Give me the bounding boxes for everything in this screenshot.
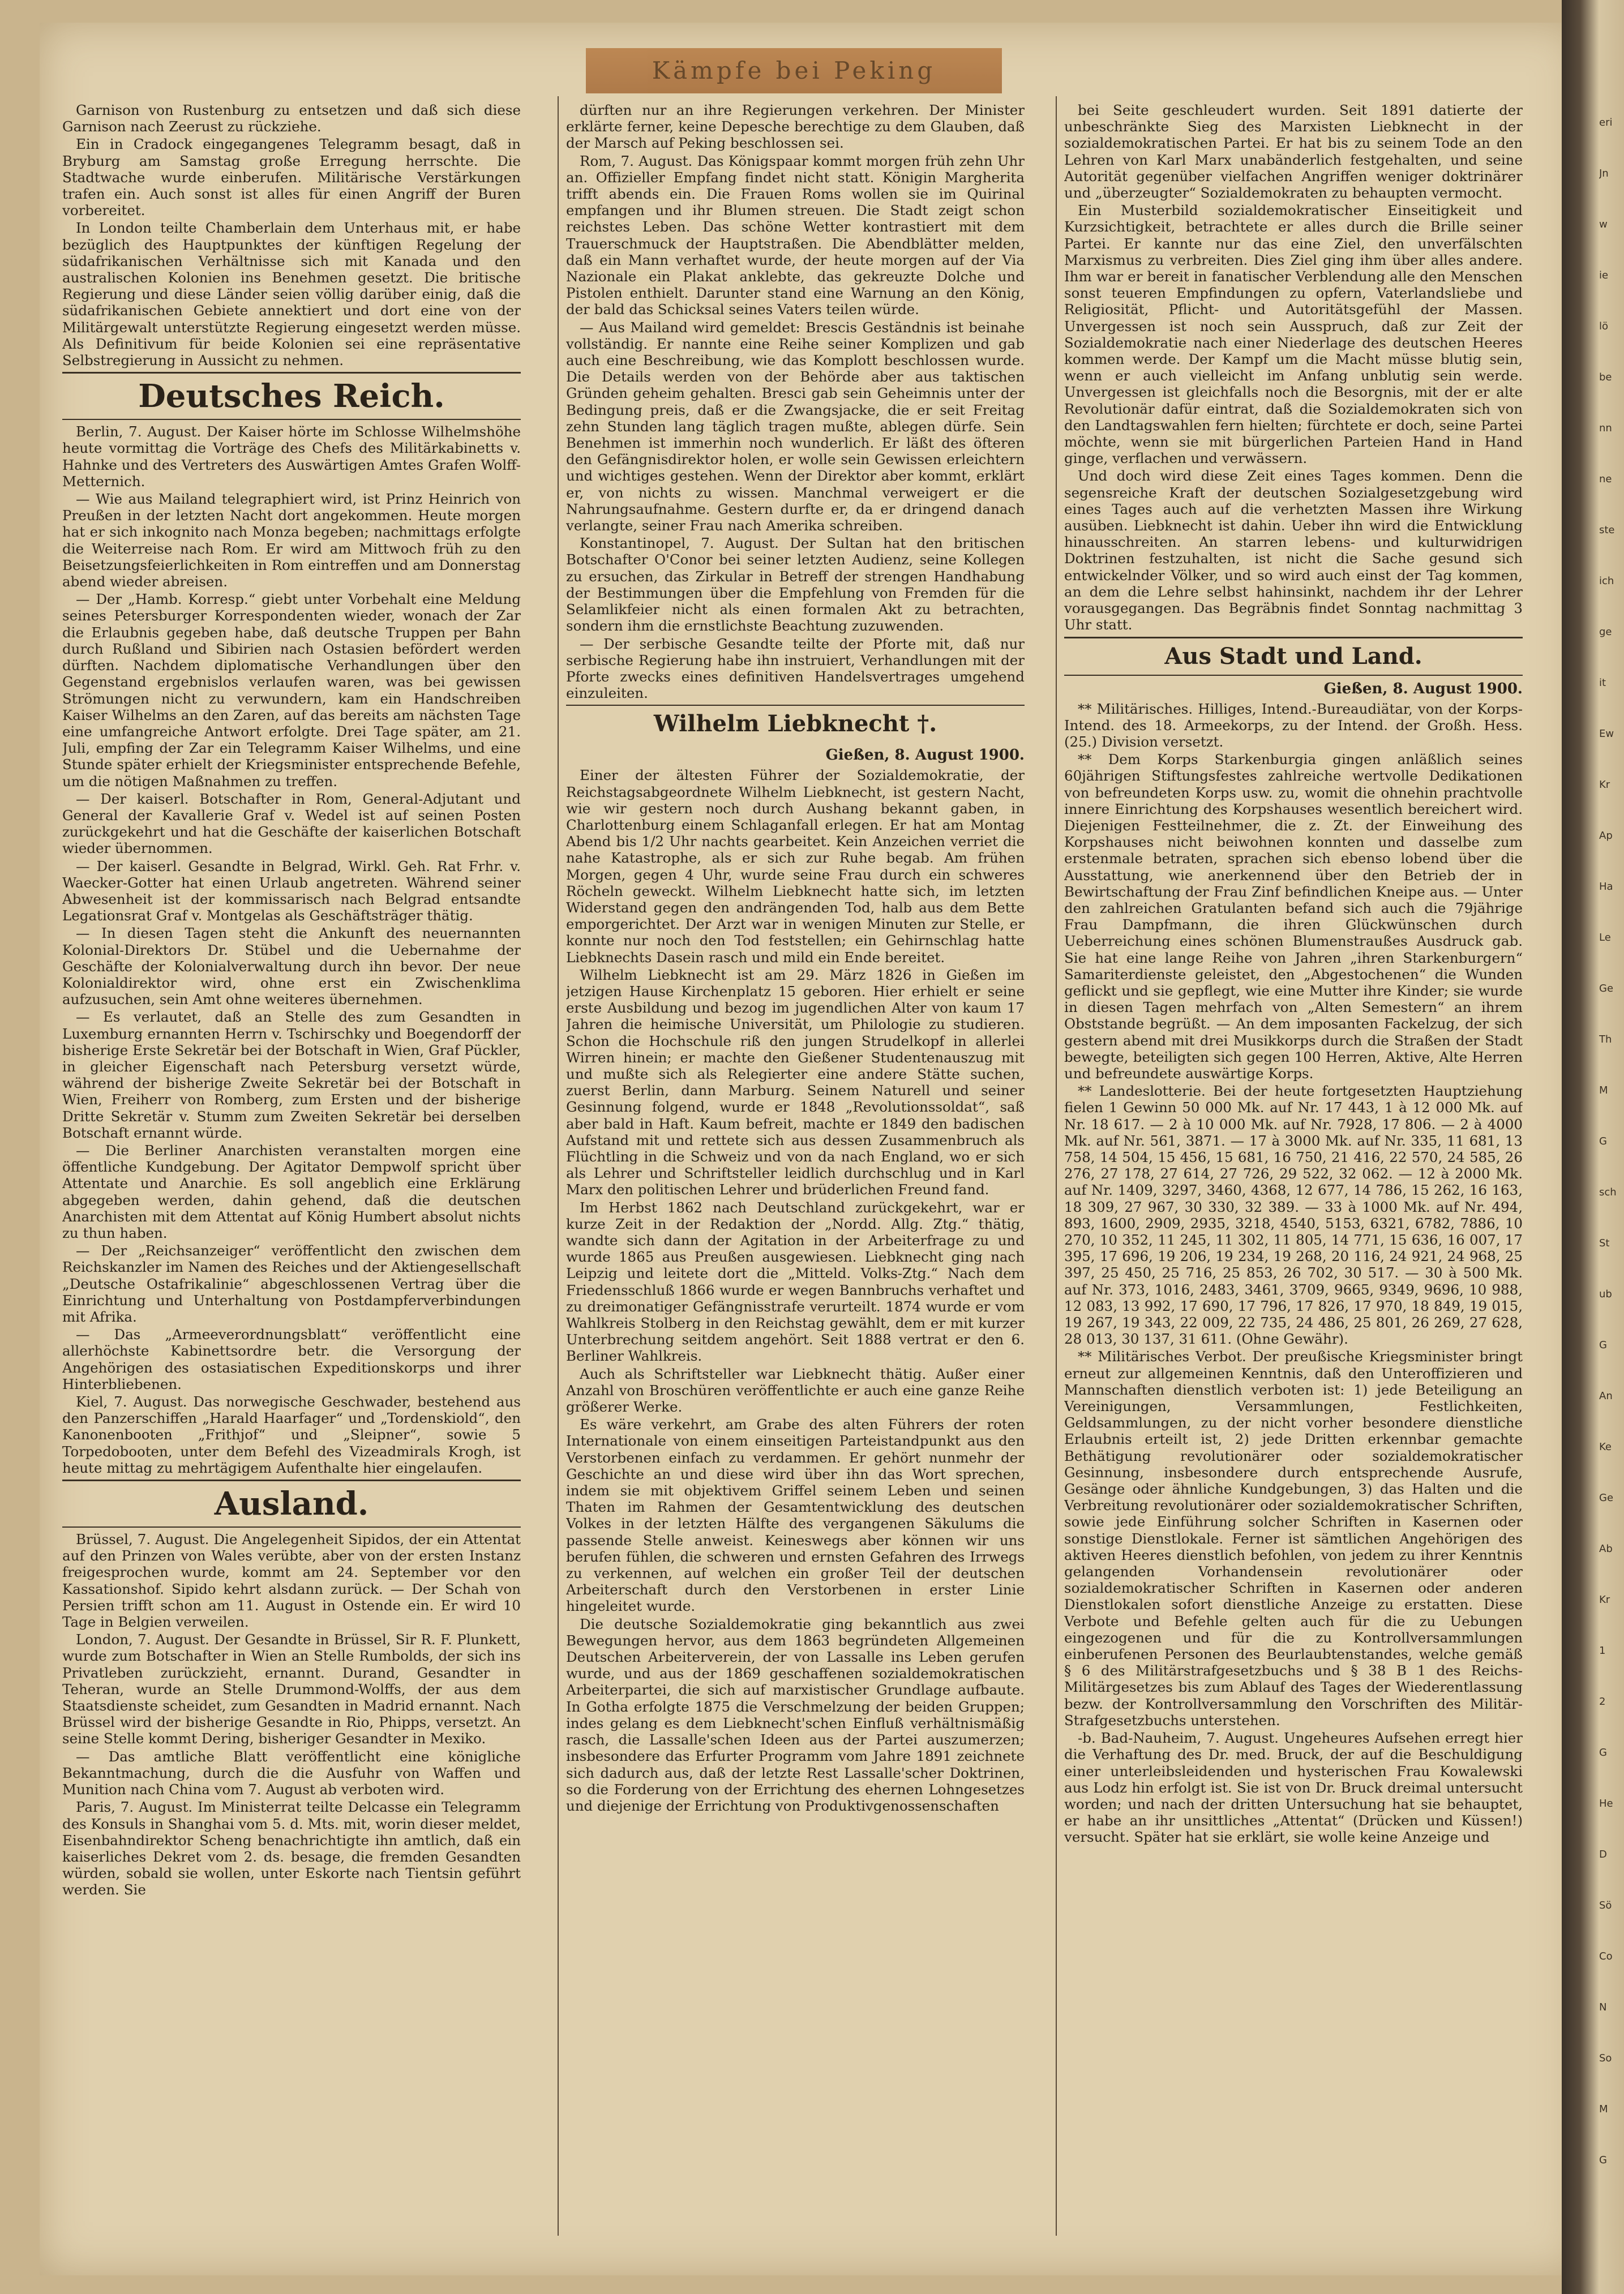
article-paragraph: — Die Berliner Anarchisten veranstalten morgen eine öffentliche Kundgebung. Der Agitator Dempwolf spricht über Attentate und Anarchie. Es soll angeblich eine Erklärung abgegeben werden, dahin gehend, daß die deutschen Anarchisten mit dem Attentat auf König Humbert absolut nichts zu thun haben. [62, 1142, 521, 1241]
column-3 [1064, 102, 1523, 2253]
edge-text-fragment: Ge [1599, 983, 1614, 994]
edge-text-fragment: Le [1599, 932, 1611, 944]
article-paragraph: Rom, 7. August. Das Königspaar kommt morgen früh zehn Uhr an. Offizieller Empfang findet nicht statt. Königin Margherita trifft abends ein. Die Frauen Roms wollen sie im Quirinal empfangen und ihr Blumen streuen. Die Stadt zeigt schon reichstes Leben. Das schöne Wetter kontrastiert mit dem Trauerschmuck der Hauptstraßen. Die Abendblätter melden, daß ein Mann verhaftet wurde, der heute morgen auf der Via Nazionale ein Plakat anklebte, das gekreuzte Dolche und Pistolen enthielt. Darunter stand eine Warnung an den König, der bald das Schicksal seines Vaters teilen würde. [566, 152, 1025, 318]
article-paragraph: Und doch wird diese Zeit eines Tages kommen. Denn die segensreiche Kraft der deutschen Sozialgesetzgebung wird eines Tages auch auf die verhetzten Massen ihre Wirkung ausüben. Liebknecht ist dahin. Ueber ihn wird die Entwicklung hinausschreiten. An starren lebens- und kulturwidrigen Doktrinen festzuhalten, ist nicht die Sache gesund sich entwickelnder Völker, und so wird auch einst der Tag kommen, an dem die Lehre selbst hahinsinkt, nachdem ihr der Lehrer vorausgegangen. Das Begräbnis findet Sonntag nachmittag 3 Uhr statt. [1064, 468, 1523, 633]
article-paragraph: -b. Bad-Nauheim, 7. August. Ungeheures Aufsehen erregt hier die Verhaftung des Dr. med. Bruck, der auf die Beschuldigung einer unterleibsleidenden und hysterischen Frau Kowalewski aus Lodz hin erfolgt ist. Sie ist von Dr. Bruck dreimal untersucht worden; und nach der dritten Untersuchung hat sie behauptet, er habe an ihr unsittliches „Attentat“ (Drücken und Küssen!) versucht. Später hat sie erklärt, sie wolle keine Anzeige und [1064, 1730, 1523, 1846]
edge-text-fragment: So [1599, 2052, 1612, 2064]
article-paragraph: — Der kaiserl. Gesandte in Belgrad, Wirkl. Geh. Rat Frhr. v. Waecker-Gotter hat einen Urlaub angetreten. Während seiner Abwesenheit ist der kommissarisch nach Belgrad entsandte Legationsrat Graf v. Montgelas als Geschäftsträger thätig. [62, 857, 521, 924]
edge-text-fragment: lö [1599, 320, 1609, 332]
edge-text-fragment: Th [1599, 1034, 1612, 1045]
edge-text-fragment: it [1599, 677, 1606, 689]
edge-text-fragment: G [1599, 1135, 1607, 1147]
edge-text-fragment: Ab [1599, 1543, 1613, 1555]
edge-text-fragment: sch [1599, 1186, 1617, 1198]
article-paragraph: London, 7. August. Der Gesandte in Brüssel, Sir R. F. Plunkett, wurde zum Botschafter in Wien an Stelle Rumbolds, der sich ins Privatleben zurückzieht, ernannt. Durand, Gesandter in Teheran, wurde an Stelle Drummond-Wolffs, der aus dem Staatsdienste scheidet, zum Gesandten in Madrid ernannt. Nach Brüssel wird der bisherige Gesandte in Rio, Phipps, versetzt. An seine Stelle kommt Dering, bisheriger Gesandter in Mexiko. [62, 1631, 521, 1747]
article-paragraph: — Es verlautet, daß an Stelle des zum Gesandten in Luxemburg ernannten Herrn v. Tschirschky und Boegendorff der bisherige Erste Sekretär bei der Botschaft in Wien, Graf Pückler, in gleicher Eigenschaft nach Petersburg versetzt würde, während der bisherige Zweite Sekretär bei der Botschaft in Wien, Freiherr von Romberg, zum Ersten und der bisherige Dritte Sekretär v. Stumm zum Zweiten Sekretär bei derselben Botschaft ernannt würde. [62, 1009, 521, 1141]
article-paragraph: ** Militärisches. Hilliges, Intend.-Bureaudiätar, von der Korps-Intend. des 18. Armeekorps, zu der Intend. der Großh. Hess. (25.) Division versetzt. [1064, 700, 1523, 750]
article-paragraph: In London teilte Chamberlain dem Unterhaus mit, er habe bezüglich des Hauptpunktes der künftigen Regelung der südafrikanischen Verhältnisse sich mit Kanada und den australischen Kolonien ins Benehmen gesetzt. Die britische Regierung und diese Länder seien völlig darüber einig, daß die südafrikanischen Gebiete annektiert und dort eine von der Militärgewalt unterstützte Regierung eingesetzt werden müsse. Als Definitivum für beide Kolonien sei eine repräsentative Selbstregierung in Aussicht zu nehmen. [62, 220, 521, 369]
article-paragraph: dürften nur an ihre Regierungen verkehren. Der Minister erklärte ferner, keine Depesche berechtige zu dem Glauben, daß der Marsch auf Peking beschlossen sei. [566, 102, 1025, 152]
article-paragraph: Es wäre verkehrt, am Grabe des alten Führers der roten Internationale von einem einseitigen Parteistandpunkt aus den Verstorbenen einfach zu verdammen. Er gehört nunmehr der Geschichte an und diese wird über ihn das Wort sprechen, indem sie mit objektivem Griffel seinem Leben und seinen Thaten im Rahmen der Gesamtentwicklung des deutschen Volkes in der letzten Hälfte des vergangenen Säkulums die passende Stelle anweist. Keineswegs aber können wir uns berufen fühlen, die schweren und ernsten Gefahren des Irrwegs zu verkennen, auf welchen ein großer Teil der deutschen Arbeiterschaft durch den Verstorbenen in erster Linie hingeleitet wurde. [566, 1416, 1025, 1615]
article-paragraph: Kiel, 7. August. Das norwegische Geschwader, bestehend aus den Panzerschiffen „Harald Haarfager“ und „Tordenskiold“, den Kanonenbooten „Frithjof“ und „Sleipner“, sowie 5 Torpedobooten, unter dem Befehl des Vizeadmirals Krogh, ist heute mittag zu mehrtägigem Aufenthalte hier eingelaufen. [62, 1393, 521, 1476]
edge-text-fragment: ich [1599, 575, 1614, 587]
edge-text-fragment: G [1599, 2154, 1607, 2166]
section-heading-deutsches-reich: Deutsches Reich. [62, 372, 521, 420]
pasted-clipping-header: Kämpfe bei Peking [586, 48, 1002, 93]
article-paragraph: Die deutsche Sozialdemokratie ging bekanntlich aus zwei Bewegungen hervor, aus dem 1863 begründeten Allgemeinen Deutschen Arbeiterverein, der von Lassalle ins Leben gerufen wurde, und aus der 1869 geschaffenen sozialdemokratischen Arbeiterpartei, die sich auf marxistischer Grundlage aufbaute. In Gotha erfolgte 1875 die Verschmelzung der beiden Gruppen; indes gelang es dem Liebknecht'schen Einfluß verhältnismäßig rasch, die Lassalle'schen Ideen aus der Partei auszumerzen; insbesondere das Erfurter Programm vom Jahre 1891 zeichnete sich dadurch aus, daß der letzte Rest Lassalle'scher Doktrinen, so die Forderung von der Errichtung des ehernen Lohngesetzes und diejenige der Errichtung von Produktivgenossenschaften [566, 1615, 1025, 1814]
edge-text-fragment: ub [1599, 1288, 1612, 1300]
edge-text-fragment: Co [1599, 1950, 1613, 1962]
article-paragraph: Brüssel, 7. August. Die Angelegenheit Sipidos, der ein Attentat auf den Prinzen von Wales verübte, aber von der ersten Instanz freigesprochen wurde, kommt am 24. September vor den Kassationshof. Sipido kehrt alsdann zurück. — Der Schah von Persien trifft schon am 11. August in Ostende ein. Er wird 10 Tage in Belgien verweilen. [62, 1531, 521, 1631]
edge-text-fragment: He [1599, 1798, 1613, 1810]
column-rule [1056, 96, 1057, 2236]
article-paragraph: Auch als Schriftsteller war Liebknecht thätig. Außer einer Anzahl von Broschüren veröffentlichte er auch eine ganze Reihe größerer Werke. [566, 1365, 1025, 1416]
article-paragraph: Einer der ältesten Führer der Sozialdemokratie, der Reichstagsabgeordnete Wilhelm Liebknecht, ist gestern Nacht, wie wir gestern noch durch Aushang bekannt gaben, in Charlottenburg einem Schlaganfall erlegen. Er hat am Montag Abend bis 1/2 Uhr nachts gearbeitet. Kein Anzeichen verriet die nahe Katastrophe, als er sich zur Ruhe begab. Am frühen Morgen, gegen 4 Uhr, wurde seine Frau durch ein schweres Röcheln geweckt. Wilhelm Liebknecht hatte sich, im letzten Widerstand gegen den andrängenden Tod, halb aus dem Bette emporgerichtet. Der Arzt war in wenigen Minuten zur Stelle, er konnte nur noch den Tod feststellen; ein Gehirnschlag hatte Liebknechts Dasein rasch und mild ein Ende bereitet. [566, 767, 1025, 966]
edge-text-fragment: ge [1599, 626, 1612, 638]
edge-text-fragment: St [1599, 1237, 1610, 1249]
obituary-heading: Wilhelm Liebknecht †. [566, 705, 1025, 742]
article-paragraph: — In diesen Tagen steht die Ankunft des neuernannten Kolonial-Direktors Dr. Stübel und die Uebernahme der Geschäfte der Kolonialverwaltung durch ihn bevor. Der neue Kolonialdirektor wird, ohne erst ein Zwischenklima aufzusuchen, sein Amt ohne weiteres übernehmen. [62, 925, 521, 1008]
edge-text-fragment: ie [1599, 269, 1609, 281]
article-paragraph: Ein in Cradock eingegangenes Telegramm besagt, daß in Bryburg am Samstag große Erregung herrschte. Die Stadtwache wurde einberufen. Militärische Verstärkungen trafen ein. Auch sonst ist alles für einen Angriff der Buren vorbereitet. [62, 136, 521, 219]
article-paragraph: Wilhelm Liebknecht ist am 29. März 1826 in Gießen im jetzigen Hause Kirchenplatz 15 geboren. Hier erhielt er seine erste Ausbildung und bezog im jugendlichen Alter von kaum 17 Jahren die heimische Universität, um Philologie zu studieren. Schon die Hochschule riß den jungen Strudelkopf in allerlei Wirren hinein; er machte den Gießener Studentenauszug mit und mußte sich als Relegierter eine andere Stätte suchen, zuerst Berlin, dann Marburg. Seinem Naturell und seiner Gesinnung folgend, wurde er 1848 „Revolutionssoldat“, saß aber bald in Haft. Kaum befreit, machte er 1849 den badischen Aufstand mit und rettete sich aus dessen Zusammenbruch als Flüchtling in die Schweiz und von da nach England, wo er sich als Lehrer und Schriftsteller leidlich durchschlug und in Karl Marx den politischen Lehrer und brüderlichen Freund fand. [566, 966, 1025, 1198]
edge-text-fragment: eri [1599, 117, 1613, 128]
edge-text-fragment: 1 [1599, 1645, 1606, 1657]
article-paragraph: — Wie aus Mailand telegraphiert wird, ist Prinz Heinrich von Preußen in der letzten Nacht dort angekommen. Heute morgen hat er sich inkognito nach Monza begeben; nachmittags erfolgte die Weiterreise nach Rom. Er wird am Mittwoch früh zu den Beisetzungsfeierlichkeiten in Rom eintreffen und am Donnerstag abend wieder abreisen. [62, 491, 521, 590]
edge-text-fragment: ne [1599, 473, 1612, 485]
edge-text-fragment: Jn [1599, 168, 1609, 179]
section-heading-stadt-land: Aus Stadt und Land. [1064, 637, 1523, 676]
edge-text-fragment: D [1599, 1849, 1607, 1860]
edge-text-fragment: Ge [1599, 1492, 1614, 1504]
obituary-dateline: Gießen, 8. August 1900. [825, 747, 1025, 764]
article-paragraph: ** Dem Korps Starkenburgia gingen anläßlich seines 60jährigen Stiftungsfestes zahlreiche wertvolle Dedikationen von befreundeten Korps usw. zu, womit die ohnehin prachtvolle innere Einrichtung des Korpshauses wesentlich bereichert wird. Diejenigen Festteilnehmer, die z. Zt. der Einweihung des Korpshauses nicht beiwohnen konnten und dasselbe zum erstenmale betraten, sprachen sich ebenso lobend über die Ausstattung, wie anerkennend über den Betrieb der in Bewirtschaftung der Frau Zinf befindlichen Kneipe aus. — Unter den zahlreichen Gratulanten befand sich auch die 79jährige Frau Dampfmann, die ihren Glückwünschen durch Ueberreichung eines schönen Blumenstraußes Ausdruck gab. Sie hat eine lange Reihe von Jahren „ihren Starkenburgern“ Samariterdienste geleistet, den „Abgestochenen“ die Wunden geflickt und sie gepflegt, wie eine Mutter ihre Kinder; sie wurde in diesen Tagen mehrfach von „Alten Semestern“ an ihrem Obststande begrüßt. — An dem imposanten Fackelzug, der sich gestern abend mit drei Musikkorps durch die Straßen der Stadt bewegte, beteiligten sich gegen 100 Herren, Aktive, Alte Herren und befreundete auswärtige Korps. [1064, 751, 1523, 1082]
article-paragraph: bei Seite geschleudert wurden. Seit 1891 datierte der unbeschränkte Sieg des Marxisten Liebknecht in der sozialdemokratischen Partei. Er hat bis zu seinem Tode an den Lehren von Karl Marx unabänderlich festgehalten, und seine Autorität gegenüber vielfachen Angriffen weniger doktrinärer und „überzeugter“ Sozialdemokraten zu behaupten vermocht. [1064, 102, 1523, 201]
edge-text-fragment: ste [1599, 524, 1615, 536]
edge-text-fragment: Ew [1599, 728, 1614, 740]
column-2 [566, 102, 1025, 2253]
article-paragraph: — Der „Reichsanzeiger“ veröffentlicht den zwischen dem Reichskanzler im Namen des Reiches und der Aktiengesellschaft „Deutsche Ostafrikalinie“ abgeschlossenen Vertrag über die Einrichtung und Unterhaltung von Postdampferverbindungen mit Afrika. [62, 1242, 521, 1326]
column-1 [62, 102, 521, 2253]
edge-text-fragment: nn [1599, 422, 1612, 434]
edge-text-fragment: be [1599, 371, 1612, 383]
edge-text-fragment: N [1599, 2001, 1607, 2013]
edge-text-fragment: M [1599, 1084, 1608, 1096]
edge-text-fragment: Ha [1599, 881, 1613, 893]
edge-text-fragment: 2 [1599, 1696, 1606, 1708]
article-paragraph: — Der serbische Gesandte teilte der Pforte mit, daß nur serbische Regierung habe ihn instruiert, Verhandlungen mit der Pforte zwecks eines definitiven Handelsvertrages umgehend einzuleiten. [566, 635, 1025, 702]
edge-text-fragment: An [1599, 1390, 1613, 1402]
edge-text-fragment: Kr [1599, 1594, 1610, 1606]
edge-text-fragment: M [1599, 2103, 1608, 2115]
article-paragraph: Garnison von Rustenburg zu entsetzen und daß sich diese Garnison nach Zeerust zu rückziehe. [62, 102, 521, 135]
article-paragraph: — Der kaiserl. Botschafter in Rom, General-Adjutant und General der Kavallerie Graf v. Wedel ist auf seinen Posten zurückgekehrt und hat die Geschäfte der kaiserlichen Botschaft wieder übernommen. [62, 790, 521, 857]
article-paragraph: Paris, 7. August. Im Ministerrat teilte Delcasse ein Telegramm des Konsuls in Shanghai vom 5. d. Mts. mit, worin dieser meldet, Eisenbahndirektor Scheng benachrichtigte ihn amtlich, daß ein kaiserliches Dekret vom 2. ds. besage, die fremden Gesandten würden, sobald sie wollen, unter Eskorte nach Tientsin geführt werden. Sie [62, 1799, 521, 1898]
stadt-dateline: Gießen, 8. August 1900. [1323, 680, 1523, 697]
article-paragraph: — Das amtliche Blatt veröffentlicht eine königliche Bekanntmachung, durch die die Ausfuhr von Waffen und Munition nach China vom 7. August ab verboten wird. [62, 1748, 521, 1798]
edge-text-fragment: Sö [1599, 1899, 1612, 1911]
article-paragraph: — Der „Hamb. Korresp.“ giebt unter Vorbehalt eine Meldung seines Petersburger Korrespondenten wieder, wonach der Zar die Erlaubnis gegeben habe, daß deutsche Truppen per Bahn durch Rußland und Sibirien nach Ostasien befördert werden dürften. Nachdem diplomatische Verhandlungen über den Gegenstand ergebnislos verlaufen waren, was bei gewissen Strömungen nicht zu verwundern, kam ein Handschreiben Kaiser Wilhelms an den Zaren, auf das bereits am nächsten Tage eine umfangreiche Antwort erfolgte. Drei Tage später, am 21. Juli, empfing der Zar ein Telegramm Kaiser Wilhelms, und eine Stunde später erhielt der Kriegsminister entsprechende Befehle, um die nötigen Maßnahmen zu treffen. [62, 591, 521, 790]
column-rule [558, 96, 559, 2236]
edge-text-fragment: Ke [1599, 1441, 1612, 1453]
adjacent-page-edge [1562, 0, 1624, 2294]
article-paragraph: Berlin, 7. August. Der Kaiser hörte im Schlosse Wilhelmshöhe heute vormittag die Vorträge des Chefs des Militärkabinetts v. Hahnke und des Vertreters des Auswärtigen Amtes Grafen Wolff-Metternich. [62, 423, 521, 490]
article-paragraph: Ein Musterbild sozialdemokratischer Einseitigkeit und Kurzsichtigkeit, betrachtete er alles durch die Brille seiner Partei. Er kannte nur das eine Ziel, den unverfälschten Marxismus zu verbreiten. Dies Ziel ging ihm über alles andere. Ihm war er bereit in fanatischer Verblendung alle den Menschen sonst teueren Empfindungen zu opfern, Vaterlandsliebe und Religiosität, Pflicht- und Autoritätsgefühl der Massen. Unvergessen ist noch sein Ausspruch, daß zur Zeit der Sozialdemokratie nach einer Niederlage des deutschen Heeres kommen werde. Der Kampf um die Macht müsse blutig sein, wenn er auch vielleicht im Anfang unblutig sein werde. Unvergessen ist gleichfalls noch die Besorgnis, mit der er alte Revolutionär dafür eintrat, daß die Sozialdemokraten sich von den Landtagswahlen fern hielten; fürchtete er doch, seine Partei möchte, wenn sie mit bürgerlichen Parteien Hand in Hand ginge, verflachen und verwässern. [1064, 202, 1523, 467]
edge-text-fragment: G [1599, 1747, 1607, 1759]
article-paragraph: Im Herbst 1862 nach Deutschland zurückgekehrt, war er kurze Zeit in der Redaktion der „Nordd. Allg. Ztg.“ thätig, wandte sich dann der Agitation in der Arbeiterfrage zu und wurde 1865 aus Preußen ausgewiesen. Liebknecht ging nach Leipzig und leitete dort die „Mitteld. Volks-Ztg.“ Nach dem Friedensschluß 1866 wurde er wegen Bannbruchs verhaftet und zu dreimonatiger Gefängnisstrafe verurteilt. 1874 wurde er vom Wahlkreis Stolberg in den Reichstag gewählt, dem er mit kurzer Unterbrechung seitdem angehört. Seit 1888 vertrat er den 6. Berliner Wahlkreis. [566, 1199, 1025, 1365]
edge-text-fragment: Kr [1599, 779, 1610, 791]
article-paragraph: — Das „Armeeverordnungsblatt“ veröffentlicht eine allerhöchste Kabinettsordre betr. die Versorgung der Angehörigen des ostasiatischen Expeditionskorps und ihrer Hinterbliebenen. [62, 1326, 521, 1392]
article-paragraph: ** Militärisches Verbot. Der preußische Kriegsminister bringt erneut zur allgemeinen Kenntnis, daß den Unteroffizieren und Mannschaften dienstlich verboten ist: 1) jede Beteiligung an Vereinigungen, Versammlungen, Festlichkeiten, Geldsammlungen, zu der nicht vorher besondere dienstliche Erlaubnis erteilt ist, 2) jede Dritten erkennbar gemachte Bethätigung revolutionärer oder sozialdemokratischer Gesinnung, insbesondere durch entsprechende Ausrufe, Gesänge oder ähnliche Kundgebungen, 3) das Halten und die Verbreitung revolutionärer oder sozialdemokratischer Schriften, sowie jede Einführung solcher Schriften in Kasernen oder sonstige Dienstlokale. Ferner ist sämtlichen Angehörigen des aktiven Heeres dienstlich befohlen, von jedem zu ihrer Kenntnis gelangenden Vorhandensein revolutionärer oder sozialdemokratischer Schriften in Kasernen oder anderen Dienstlokalen sofort dienstliche Anzeige zu erstatten. Diese Verbote und Befehle gelten auch für die zu Uebungen eingezogenen und für die zu Kontrollversammlungen einberufenen Personen des Beurlaubtenstandes, welche gemäß § 6 des Militärstrafgesetzbuchs und § 38 B 1 des Reichs-Militärgesetzes bis zum Ablauf des Tages der Wiederentlassung bezw. der Kontrollversammlung den Vorschriften des Militär-Strafgesetzbuchs unterstehen. [1064, 1348, 1523, 1729]
edge-text-fragment: Ap [1599, 830, 1613, 842]
section-heading-ausland: Ausland. [62, 1480, 521, 1528]
article-paragraph: Konstantinopel, 7. August. Der Sultan hat den britischen Botschafter O'Conor bei seiner letzten Audienz, seine Kollegen zu ersuchen, das Zirkular in Betreff der strengen Handhabung der Bestimmungen über die Empfehlung von Fremden für die Selamlikfeier nicht als einen formalen Akt zu betrachten, sondern ihm die ernstlichste Beachtung zuzuwenden. [566, 535, 1025, 634]
article-paragraph: ** Landeslotterie. Bei der heute fortgesetzten Hauptziehung fielen 1 Gewinn 50 000 Mk. auf Nr. 17 443, 1 à 12 000 Mk. auf Nr. 18 617. — 2 à 10 000 Mk. auf Nr. 7928, 17 806. — 2 à 4000 Mk. auf Nr. 561, 3871. — 17 à 3000 Mk. auf Nr. 335, 11 681, 13 758, 14 504, 15 456, 15 681, 16 750, 21 416, 22 570, 24 585, 26 276, 27 178, 27 614, 27 726, 29 522, 32 062. — 12 à 2000 Mk. auf Nr. 1409, 3297, 3460, 4368, 12 677, 14 786, 15 262, 16 163, 18 309, 27 967, 30 330, 32 389. — 33 à 1000 Mk. auf Nr. 494, 893, 1600, 2909, 2935, 3218, 4540, 5153, 6321, 6782, 7886, 10 270, 10 352, 11 245, 11 302, 11 805, 14 771, 15 636, 16 007, 17 395, 17 696, 19 206, 19 234, 19 268, 20 116, 24 921, 24 968, 25 397, 25 450, 25 716, 25 853, 26 702, 30 517. — 30 à 500 Mk. auf Nr. 373, 1016, 2483, 3461, 3709, 9665, 9349, 9696, 10 988, 12 083, 13 992, 17 690, 17 796, 17 826, 17 970, 18 849, 19 015, 19 267, 19 343, 22 009, 22 735, 24 486, 25 801, 26 269, 27 628, 28 013, 30 137, 31 611. (Ohne Gewähr). [1064, 1083, 1523, 1348]
edge-text-fragment: G [1599, 1339, 1607, 1351]
article-paragraph: — Aus Mailand wird gemeldet: Brescis Geständnis ist beinahe vollständig. Er nannte eine Reihe seiner Komplizen und gab auch eine Beschreibung, wie das Komplott beschlossen wurde. Die Details werden von der Behörde aber aus taktischen Gründen geheim gehalten. Bresci gab sein Geheimnis unter der Bedingung preis, daß er die Zwangsjacke, die er seit Freitag zehn Stunden lang täglich tragen mußte, ablegen dürfe. Sein Benehmen ist immerhin noch wunderlich. Er läßt des öfteren den Gefängnisdirektor holen, er wolle sein Gewissen erleichtern und wichtiges gestehen. Wenn der Direktor aber kommt, erklärt er, von nichts zu wissen. Manchmal verweigert er die Nahrungsaufnahme. Gestern durfte er, da er dringend danach verlangte, seiner Frau nach Amerika schreiben. [566, 319, 1025, 534]
edge-text-fragment: w [1599, 218, 1608, 230]
